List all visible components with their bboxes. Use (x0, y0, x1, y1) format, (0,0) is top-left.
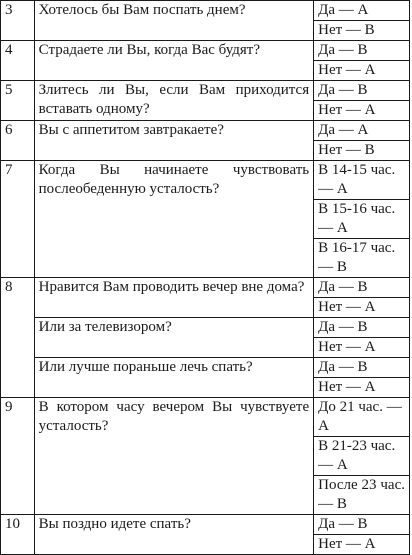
answer-option (314, 476, 410, 515)
answer-option: Да — В (314, 81, 410, 101)
answer-option: Нет — А (314, 101, 410, 121)
answer-option-content: После 23 час. — В (318, 477, 405, 512)
answer-option: Да — В (314, 41, 410, 61)
answer-option: Нет — В (314, 21, 410, 41)
table-row (1, 278, 410, 298)
table-row (1, 515, 410, 535)
answer-option: В 14-15 час. — А (314, 161, 410, 200)
answer-option: Нет — В (314, 141, 410, 161)
question-number: 5 (1, 81, 35, 121)
question-text (34, 398, 313, 515)
answer-option: Нет — А (314, 61, 410, 81)
question-number: 10 (1, 515, 35, 555)
question-text-content: В котором часу вечером Вы чувствуете усталость? (38, 399, 310, 434)
question-text (34, 278, 313, 318)
question-text: Вы поздно идете спать? (34, 515, 313, 555)
answer-option: Да — А (314, 121, 410, 141)
answer-option: Да — А (314, 1, 410, 21)
question-number: 3 (1, 1, 35, 41)
answer-option: Да — В (314, 358, 410, 378)
question-text (34, 81, 313, 121)
question-text-content: Нравится Вам проводить вечер вне дома? (38, 279, 305, 295)
answer-option: Нет — А (314, 378, 410, 398)
answer-option: Нет — А (314, 535, 410, 555)
question-text: Вы с аппетитом завтракаете? (34, 121, 313, 161)
answer-option: Да — В (314, 515, 410, 535)
question-text: Или за телевизором? (34, 318, 313, 358)
question-text-content: Когда Вы начинаете чувствовать послеобеденную усталость? (38, 162, 310, 197)
table-row (1, 81, 410, 101)
answer-option: Нет — А (314, 298, 410, 318)
questionnaire-body (1, 1, 410, 555)
table-row (1, 41, 410, 61)
answer-option: В 21-23 час. — А (314, 437, 410, 476)
question-text-content: Страдаете ли Вы, когда Вас будят? (38, 42, 261, 58)
answer-option: Нет — А (314, 338, 410, 358)
table-row (1, 121, 410, 141)
question-text: Или лучше пораньше лечь спать? (34, 358, 313, 398)
question-text-content: Злитесь ли Вы, если Вам приходится вставать одному? (38, 82, 310, 117)
table-row (1, 318, 410, 338)
answer-option: В 16-17 час. — В (314, 239, 410, 278)
table-row (1, 1, 410, 21)
question-text: Хотелось бы Вам поспать днем? (34, 1, 313, 41)
table-row (1, 161, 410, 200)
answer-option: В 15-16 час. — А (314, 200, 410, 239)
question-number: 7 (1, 161, 35, 278)
table-row (1, 358, 410, 378)
question-number: 4 (1, 41, 35, 81)
question-text (34, 161, 313, 278)
question-text (34, 41, 313, 81)
answer-option: До 21 час. — А (314, 398, 410, 437)
answer-option: Да — В (314, 278, 410, 298)
answer-option: Да — В (314, 318, 410, 338)
table-row (1, 398, 410, 437)
question-number: 8 (1, 278, 35, 398)
question-number: 6 (1, 121, 35, 161)
question-number: 9 (1, 398, 35, 515)
